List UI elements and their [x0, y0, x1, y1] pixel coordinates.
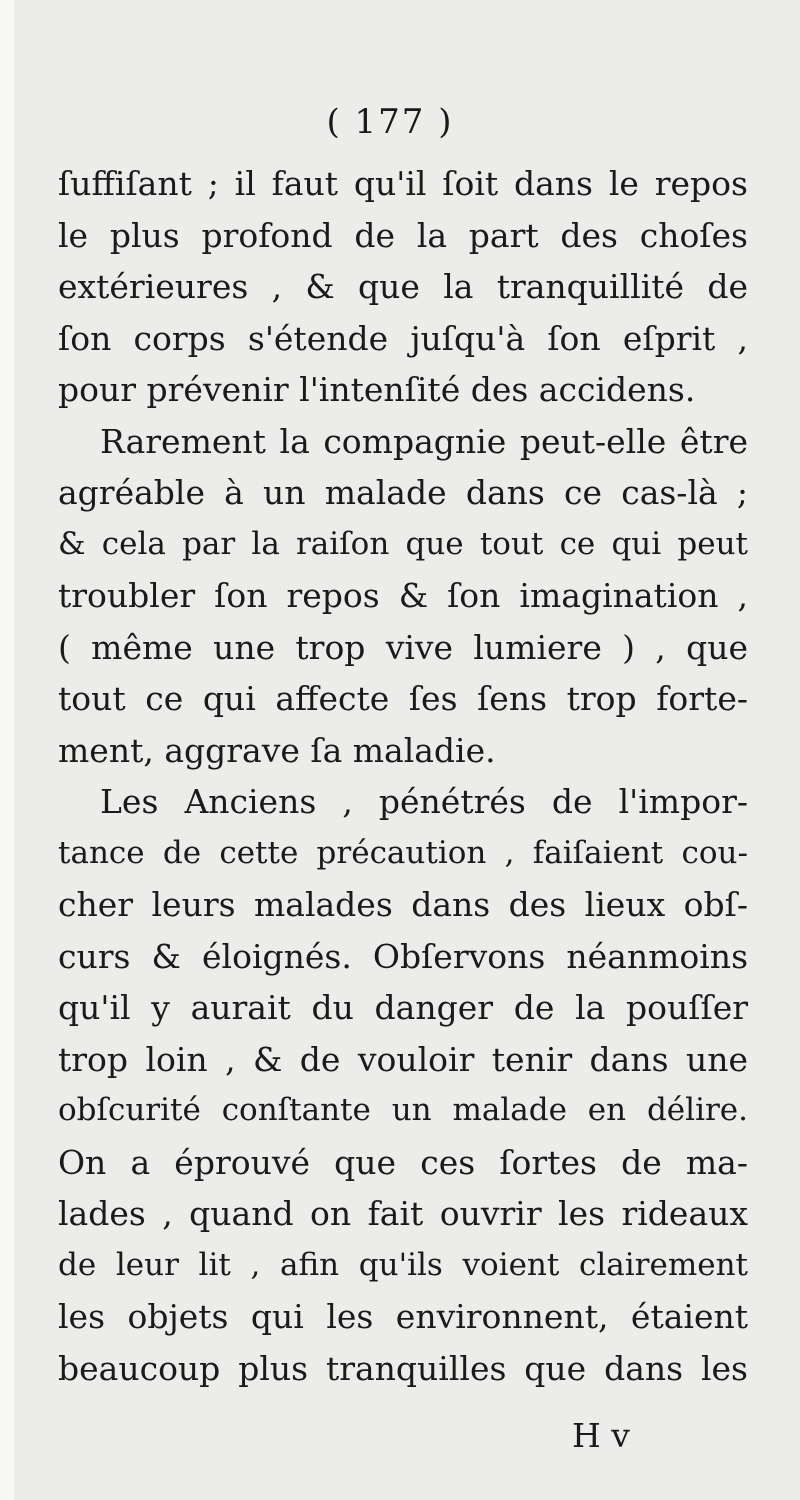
text-line: & cela par la raiſon que tout ce qui peut: [58, 525, 748, 562]
text-line: agréable à un malade dans ce cas-là ;: [58, 473, 748, 512]
signature-mark: H v: [572, 1416, 630, 1455]
text-line: obſcurité conſtante un malade en délire.: [58, 1092, 748, 1128]
paragraph-start-line: Les Anciens , pénétrés de l'impor-: [100, 782, 748, 821]
text-line: ( même une trop vive lumiere ) , que: [58, 627, 748, 667]
text-line: pour prévenir l'intenſité des accidens.: [58, 370, 696, 409]
text-line: On a éprouvé que ces ſortes de ma-: [58, 1142, 748, 1182]
text-line: lades , quand on fait ouvrir les rideaux: [58, 1194, 748, 1233]
text-line: de leur lit , afin qu'ils voient clairement: [58, 1246, 748, 1283]
text-line: beaucoup plus tranquilles que dans les: [58, 1348, 748, 1388]
text-line: trop loin , & de vouloir tenir dans une: [58, 1039, 748, 1079]
text-line: troubler ſon repos & ſon imagination ,: [58, 576, 748, 615]
text-line: ment, aggrave ſa maladie.: [58, 730, 496, 770]
text-line: le plus profond de la part des choſes: [58, 215, 748, 255]
text-line: cher leurs malades dans des lieux obſ-: [58, 885, 748, 924]
body-text: [58, 158, 748, 1394]
text-line: extérieures , & que la tranquillité de: [58, 267, 748, 306]
text-line: ſuffiſant ; il faut qu'il ſoit dans le repos: [58, 164, 748, 203]
text-line: tance de cette précaution , faiſaient cou-: [58, 834, 748, 871]
text-line: ſon corps s'étende juſqu'à ſon eſprit ,: [58, 318, 748, 358]
text-line: qu'il y aurait du danger de la pouſſer: [58, 988, 748, 1027]
text-line: tout ce qui affecte ſes ſens trop forte-: [58, 679, 748, 718]
page-number: ( 177 ): [326, 102, 454, 142]
text-line: les objets qui les environnent, étaient: [58, 1297, 748, 1336]
paragraph-start-line: Rarement la compagnie peut-elle être: [100, 421, 748, 461]
text-line: curs & éloignés. Obſervons néanmoins: [58, 936, 748, 976]
